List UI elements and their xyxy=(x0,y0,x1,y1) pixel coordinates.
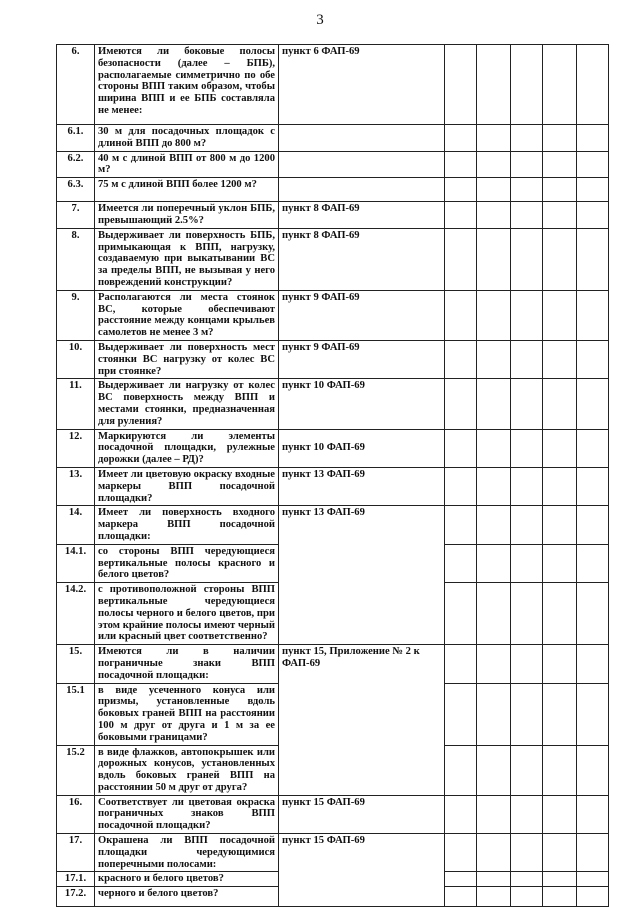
row-number: 11. xyxy=(57,379,95,429)
answer-cell xyxy=(543,340,577,378)
answer-cell xyxy=(577,583,609,645)
row-number: 9. xyxy=(57,290,95,340)
answer-cell xyxy=(511,544,543,582)
answer-cell xyxy=(477,45,511,125)
row-number: 17.2. xyxy=(57,887,95,907)
row-number: 10. xyxy=(57,340,95,378)
table-row xyxy=(57,125,609,152)
answer-cell xyxy=(543,872,577,887)
reference-text xyxy=(279,151,445,178)
reference-text: пункт 13 ФАП-69 xyxy=(279,506,445,645)
answer-cell xyxy=(477,506,511,544)
table-row xyxy=(57,151,609,178)
answer-cell xyxy=(445,583,477,645)
answer-cell xyxy=(511,429,543,467)
answer-cell xyxy=(543,645,577,683)
question-text: 30 м для посадочных площадок с длиной ВПП до 800 м? xyxy=(95,125,279,152)
answer-cell xyxy=(445,506,477,544)
row-number: 6.1. xyxy=(57,125,95,152)
answer-cell xyxy=(543,745,577,795)
answer-cell xyxy=(477,429,511,467)
question-text: черного и белого цветов? xyxy=(95,887,279,907)
answer-cell xyxy=(477,795,511,833)
question-text: Маркируются ли элементы посадочной площадки, рулежные дорожки (далее – РД)? xyxy=(95,429,279,467)
answer-cell xyxy=(543,202,577,229)
table-row xyxy=(57,467,609,505)
answer-cell xyxy=(511,834,543,872)
answer-cell xyxy=(445,745,477,795)
answer-cell xyxy=(577,645,609,683)
answer-cell xyxy=(511,125,543,152)
answer-cell xyxy=(477,202,511,229)
answer-cell xyxy=(577,178,609,202)
answer-cell xyxy=(445,645,477,683)
answer-cell xyxy=(511,178,543,202)
answer-cell xyxy=(577,795,609,833)
answer-cell xyxy=(577,151,609,178)
question-text: Соответствует ли цветовая окраска пограничных знаков ВПП посадочной площадки? xyxy=(95,795,279,833)
question-text: Имеются ли боковые полосы безопасности (далее – БПБ), располагаемые симметрично по обе стороны ВПП таким образом, чтобы ширина ВПП и ее БПБ составляла не менее: xyxy=(95,45,279,125)
table-row xyxy=(57,834,609,872)
reference-text: пункт 9 ФАП-69 xyxy=(279,290,445,340)
answer-cell xyxy=(445,151,477,178)
answer-cell xyxy=(477,467,511,505)
answer-cell xyxy=(477,834,511,872)
answer-cell xyxy=(445,429,477,467)
reference-text: пункт 8 ФАП-69 xyxy=(279,202,445,229)
answer-cell xyxy=(511,645,543,683)
answer-cell xyxy=(511,228,543,290)
answer-cell xyxy=(543,887,577,907)
answer-cell xyxy=(445,834,477,872)
reference-text xyxy=(279,125,445,152)
answer-cell xyxy=(543,151,577,178)
question-text: Выдерживает ли поверхность БПБ, примыкающая к ВПП, нагрузку, создаваемую при выкатывании ВС за пределы ВПП, не вызывая у него повреждений конструкции? xyxy=(95,228,279,290)
answer-cell xyxy=(477,887,511,907)
row-number: 6.3. xyxy=(57,178,95,202)
answer-cell xyxy=(477,683,511,745)
answer-cell xyxy=(543,683,577,745)
row-number: 15.1 xyxy=(57,683,95,745)
row-number: 6. xyxy=(57,45,95,125)
answer-cell xyxy=(445,683,477,745)
answer-cell xyxy=(445,125,477,152)
table-row xyxy=(57,645,609,683)
row-number: 6.2. xyxy=(57,151,95,178)
row-number: 16. xyxy=(57,795,95,833)
question-text: Имеется ли поперечный уклон БПБ, превышающий 2.5%? xyxy=(95,202,279,229)
answer-cell xyxy=(577,45,609,125)
question-text: красного и белого цветов? xyxy=(95,872,279,887)
reference-text: пункт 10 ФАП-69 xyxy=(279,379,445,429)
answer-cell xyxy=(543,429,577,467)
answer-cell xyxy=(511,583,543,645)
answer-cell xyxy=(543,290,577,340)
row-number: 7. xyxy=(57,202,95,229)
answer-cell xyxy=(577,429,609,467)
answer-cell xyxy=(577,887,609,907)
answer-cell xyxy=(543,583,577,645)
answer-cell xyxy=(477,379,511,429)
answer-cell xyxy=(445,340,477,378)
answer-cell xyxy=(511,340,543,378)
row-number: 14.1. xyxy=(57,544,95,582)
reference-text: пункт 15, Приложение № 2 к ФАП-69 xyxy=(279,645,445,796)
reference-text: пункт 9 ФАП-69 xyxy=(279,340,445,378)
answer-cell xyxy=(543,228,577,290)
row-number: 8. xyxy=(57,228,95,290)
answer-cell xyxy=(445,45,477,125)
answer-cell xyxy=(511,467,543,505)
answer-cell xyxy=(445,228,477,290)
answer-cell xyxy=(477,745,511,795)
answer-cell xyxy=(577,340,609,378)
table-row xyxy=(57,379,609,429)
answer-cell xyxy=(577,228,609,290)
answer-cell xyxy=(511,795,543,833)
answer-cell xyxy=(511,290,543,340)
table-row xyxy=(57,340,609,378)
table-row xyxy=(57,429,609,467)
question-text: Имеются ли в наличии пограничные знаки ВПП посадочной площадки: xyxy=(95,645,279,683)
answer-cell xyxy=(445,872,477,887)
answer-cell xyxy=(477,151,511,178)
answer-cell xyxy=(477,178,511,202)
answer-cell xyxy=(511,872,543,887)
answer-cell xyxy=(477,125,511,152)
row-number: 13. xyxy=(57,467,95,505)
answer-cell xyxy=(477,544,511,582)
answer-cell xyxy=(511,45,543,125)
answer-cell xyxy=(577,683,609,745)
answer-cell xyxy=(543,834,577,872)
table-row xyxy=(57,506,609,544)
answer-cell xyxy=(511,506,543,544)
answer-cell xyxy=(445,379,477,429)
answer-cell xyxy=(543,544,577,582)
answer-cell xyxy=(445,290,477,340)
answer-cell xyxy=(445,795,477,833)
table-row xyxy=(57,290,609,340)
reference-text: пункт 8 ФАП-69 xyxy=(279,228,445,290)
answer-cell xyxy=(445,544,477,582)
row-number: 15.2 xyxy=(57,745,95,795)
answer-cell xyxy=(477,872,511,887)
answer-cell xyxy=(577,379,609,429)
question-text: Имеет ли цветовую окраску входные маркеры ВПП посадочной площадки? xyxy=(95,467,279,505)
question-text: Располагаются ли места стоянок ВС, которые обеспечивают расстояние между концами крыльев самолетов не менее 3 м? xyxy=(95,290,279,340)
question-text: Имеет ли поверхность входного маркера ВПП посадочной площадки: xyxy=(95,506,279,544)
answer-cell xyxy=(445,467,477,505)
answer-cell xyxy=(511,379,543,429)
answer-cell xyxy=(477,290,511,340)
answer-cell xyxy=(577,202,609,229)
answer-cell xyxy=(577,745,609,795)
row-number: 17.1. xyxy=(57,872,95,887)
table-row xyxy=(57,178,609,202)
question-text: в виде усеченного конуса или призмы, установленные вдоль боковых граней ВПП на расстоянии 100 м друг от друга и 1 м за ее боковыми границами? xyxy=(95,683,279,745)
question-text: в виде флажков, автопокрышек или дорожных конусов, установленных вдоль боковых граней ВПП на расстоянии 50 м друг от друга? xyxy=(95,745,279,795)
answer-cell xyxy=(445,202,477,229)
answer-cell xyxy=(543,125,577,152)
answer-cell xyxy=(543,178,577,202)
answer-cell xyxy=(543,467,577,505)
table-row xyxy=(57,45,609,125)
answer-cell xyxy=(511,683,543,745)
checklist-table xyxy=(56,44,609,907)
reference-text: пункт 15 ФАП-69 xyxy=(279,795,445,833)
answer-cell xyxy=(511,151,543,178)
reference-text: пункт 13 ФАП-69 xyxy=(279,467,445,505)
table-row xyxy=(57,795,609,833)
reference-text: пункт 10 ФАП-69 xyxy=(279,429,445,467)
question-text: Выдерживает ли нагрузку от колес ВС поверхность между ВПП и местами стоянки, предназначенная для руления? xyxy=(95,379,279,429)
question-text: 75 м с длиной ВПП более 1200 м? xyxy=(95,178,279,202)
answer-cell xyxy=(543,795,577,833)
answer-cell xyxy=(577,506,609,544)
answer-cell xyxy=(477,340,511,378)
answer-cell xyxy=(577,467,609,505)
table-row xyxy=(57,228,609,290)
reference-text: пункт 6 ФАП-69 xyxy=(279,45,445,125)
question-text: с противоположной стороны ВПП вертикальные чередующиеся полосы черного и белого цветов, при этом крайние полосы имеют черный или красный цвет соответственно? xyxy=(95,583,279,645)
table-row xyxy=(57,202,609,229)
row-number: 15. xyxy=(57,645,95,683)
answer-cell xyxy=(543,506,577,544)
answer-cell xyxy=(577,290,609,340)
answer-cell xyxy=(577,544,609,582)
row-number: 12. xyxy=(57,429,95,467)
answer-cell xyxy=(511,887,543,907)
answer-cell xyxy=(543,379,577,429)
reference-text xyxy=(279,178,445,202)
answer-cell xyxy=(577,872,609,887)
answer-cell xyxy=(511,745,543,795)
answer-cell xyxy=(577,125,609,152)
answer-cell xyxy=(577,834,609,872)
page-number: 3 xyxy=(316,12,324,28)
answer-cell xyxy=(445,887,477,907)
reference-text: пункт 15 ФАП-69 xyxy=(279,834,445,907)
question-text: Окрашена ли ВПП посадочной площадки чередующимися поперечными полосами: xyxy=(95,834,279,872)
row-number: 17. xyxy=(57,834,95,872)
answer-cell xyxy=(477,645,511,683)
answer-cell xyxy=(477,228,511,290)
answer-cell xyxy=(543,45,577,125)
row-number: 14. xyxy=(57,506,95,544)
answer-cell xyxy=(477,583,511,645)
question-text: Выдерживает ли поверхность мест стоянки ВС нагрузку от колес ВС при стоянке? xyxy=(95,340,279,378)
row-number: 14.2. xyxy=(57,583,95,645)
question-text: со стороны ВПП чередующиеся вертикальные полосы красного и белого цветов? xyxy=(95,544,279,582)
answer-cell xyxy=(511,202,543,229)
answer-cell xyxy=(445,178,477,202)
question-text: 40 м с длиной ВПП от 800 м до 1200 м? xyxy=(95,151,279,178)
